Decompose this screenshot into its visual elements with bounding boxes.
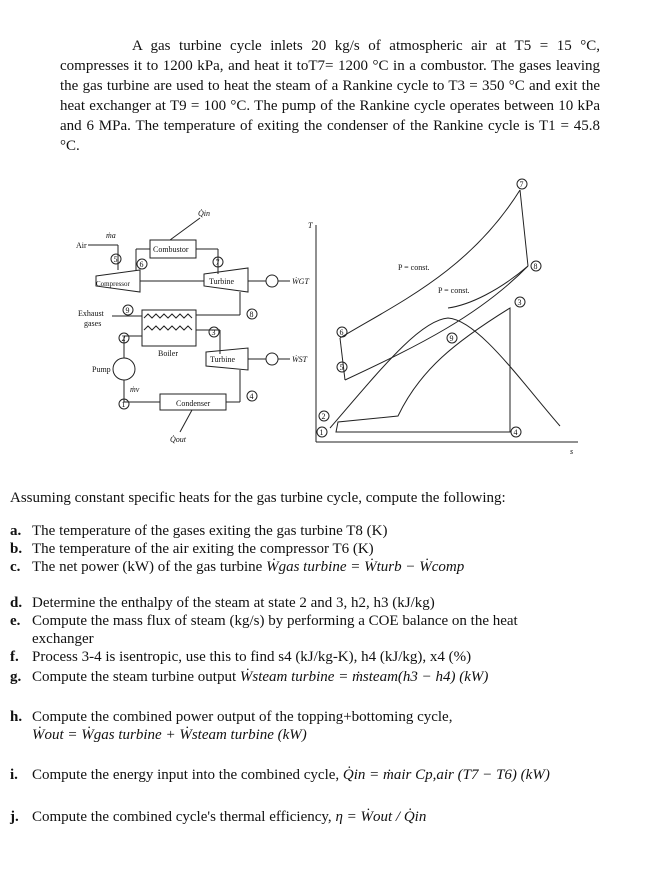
question-a-letter: a. (10, 523, 22, 539)
question-j (10, 808, 650, 826)
question-d-letter: d. (10, 595, 23, 611)
question-h-equation: Ẇout = Ẇgas turbine + Ẇsteam turbine (kW) (32, 727, 307, 743)
question-e-text-continued: exchanger (32, 631, 94, 647)
label-gas-turbine: Turbine (209, 277, 235, 286)
label-qin: Q̇in (198, 209, 210, 218)
label-s-axis: s (570, 447, 574, 456)
question-d-text: Determine the enthalpy of the steam at state 2 and 3, h2, h3 (kJ/kg) (32, 595, 435, 611)
state-2: 2 (121, 334, 126, 343)
question-i-text: Compute the energy input into the combined cycle, (32, 767, 340, 783)
label-mdot-a: ṁa (106, 231, 116, 240)
pump-shape (113, 358, 135, 380)
ts-state-4: 4 (513, 428, 518, 437)
question-a-text: The temperature of the gases exiting the gas turbine T8 (K) (32, 523, 388, 539)
ts-state-3: 3 (517, 298, 522, 307)
label-condenser: Condenser (176, 399, 211, 408)
ts-state-7: 7 (519, 180, 524, 189)
ts-state-numbers (317, 179, 541, 437)
question-g-text: Compute the steam turbine output (32, 669, 237, 685)
state-3: 3 (211, 328, 216, 337)
label-p-const-1: P = const. (398, 263, 430, 272)
question-j-letter: j. (10, 809, 19, 825)
ts-state-9: 9 (449, 334, 454, 343)
label-boiler: Boiler (158, 349, 178, 358)
question-c-letter: c. (10, 559, 21, 575)
question-e-text: Compute the mass flux of steam (kg/s) by performing a COE balance on the heat (32, 613, 518, 629)
question-b-text: The temperature of the air exiting the compressor T6 (K) (32, 541, 374, 557)
label-exhaust: Exhaust (78, 309, 104, 318)
question-h (10, 708, 650, 744)
ts-state-8: 8 (533, 262, 538, 271)
label-mdot-v: ṁv (130, 385, 140, 394)
question-e (10, 612, 650, 648)
question-f-text: Process 3-4 is isentropic, use this to find s4 (kJ/kg-K), h4 (kJ/kg), x4 (%) (32, 649, 472, 665)
question-h-text: Compute the combined power output of the topping+bottoming cycle, (32, 709, 453, 725)
question-b (10, 540, 650, 558)
ts-state-1: 1 (319, 428, 324, 437)
ts-state-5: 5 (339, 363, 344, 372)
question-h-letter: h. (10, 709, 23, 725)
label-gases: gases (84, 319, 102, 328)
saturation-dome (330, 318, 560, 428)
question-c-equation: Ẇgas turbine = Ẇturb − Ẇcomp (266, 559, 465, 575)
state-1: 1 (121, 400, 126, 409)
state-5: 5 (113, 255, 118, 264)
question-b-letter: b. (10, 541, 23, 557)
question-g-equation: Ẇsteam turbine = ṁsteam(h3 − h4) (kW) (239, 669, 489, 685)
state-4: 4 (249, 392, 254, 401)
question-j-text: Compute the combined cycle's thermal efficiency, (32, 809, 332, 825)
ts-diagram (316, 190, 578, 442)
question-a (10, 522, 650, 540)
state-9: 9 (125, 306, 130, 315)
p-const-high (340, 190, 520, 338)
label-qout: Q̇out (170, 435, 186, 444)
label-p-const-2: P = const. (438, 286, 470, 295)
question-i-equation: Q̇in = ṁair Cp,air (T7 − T6) (kW) (342, 767, 550, 783)
problem-statement-text: A gas turbine cycle inlets 20 kg/s of atmospheric air at T5 = 15 °C, compresses it to 1200 kPa, and heat it toT7= 1200 °C in a combustor. The gases leaving the gas turbine are used to heat the steam of a Rankine cycle to T3 = 350 °C and exit the heat exchanger at T9 = 100 °C. The pump of the Rankine cycle operates between 10 kPa and 6 MPa. The temperature of exiting the condenser of the Rankine cycle is T1 = 45.8 °C. (60, 38, 600, 154)
label-air: Air (76, 241, 87, 250)
question-i (10, 766, 650, 784)
label-combustor: Combustor (153, 245, 189, 254)
cycle-figure (0, 170, 670, 480)
schematic-labels (76, 209, 309, 444)
state-6: 6 (139, 260, 144, 269)
state-7: 7 (215, 258, 220, 267)
question-c (10, 558, 650, 576)
question-f-letter: f. (10, 649, 19, 665)
question-g (10, 668, 650, 686)
assumption-text: Assuming constant specific heats for the gas turbine cycle, compute the following: (10, 490, 506, 506)
label-t-axis: T (308, 221, 313, 230)
label-wst: ẆST (292, 355, 308, 364)
question-d (10, 594, 650, 612)
state-8: 8 (249, 310, 254, 319)
question-f (10, 648, 650, 666)
problem-statement (60, 36, 600, 156)
label-compressor: Compressor (96, 280, 130, 288)
question-i-letter: i. (10, 767, 18, 783)
label-pump: Pump (92, 365, 111, 374)
question-j-equation: η = Ẇout / Q̇in (335, 809, 427, 825)
question-c-text: The net power (kW) of the gas turbine (32, 559, 263, 575)
label-steam-turbine: Turbine (210, 355, 236, 364)
question-g-letter: g. (10, 669, 22, 685)
question-e-letter: e. (10, 613, 21, 629)
ts-state-6: 6 (339, 328, 344, 337)
label-wgt: ẆGT (292, 277, 309, 286)
ts-state-2: 2 (321, 412, 326, 421)
